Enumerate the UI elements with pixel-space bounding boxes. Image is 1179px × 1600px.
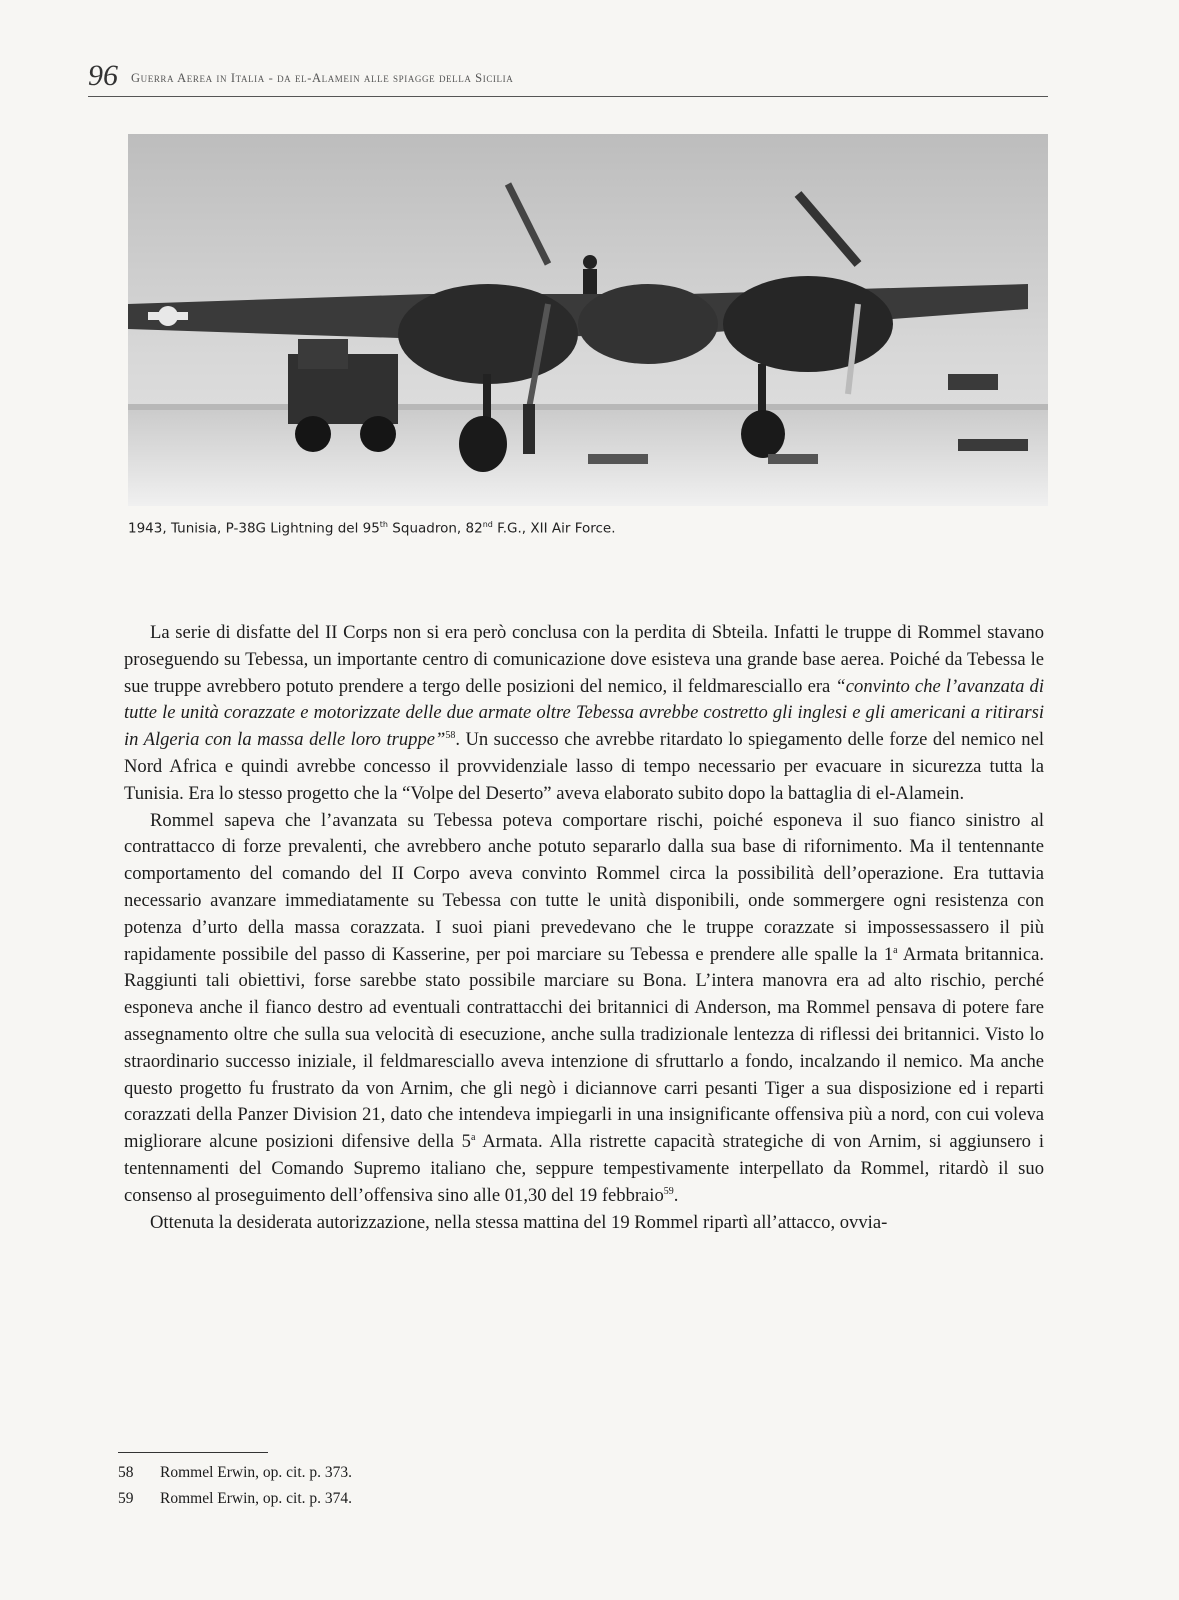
paragraph-2: [124, 808, 1044, 1210]
footnote-text: Rommel Erwin, op. cit. p. 373.: [160, 1464, 353, 1481]
footnote-item: [118, 1486, 718, 1512]
footnotes: [118, 1460, 718, 1512]
footnote-text: Rommel Erwin, op. cit. p. 374.: [160, 1490, 353, 1507]
p2-sup-b: a: [470, 1131, 476, 1143]
footnote-number: 58: [118, 1464, 134, 1481]
p2-sup-a: a: [893, 944, 898, 956]
paragraph-3: Ottenuta la desiderata autorizzazione, nella stessa mattina del 19 Rommel ripartì all’attacco, ovvia-: [150, 1211, 888, 1233]
paragraph-1: [124, 620, 1044, 808]
p2-text-a: Rommel sapeva che l’avanzata su Tebessa poteva comportare rischi, poiché esponeva il suo fianco sinistro al contrattacco di forze prevalenti, che avrebbero anche potuto separarlo dalla sua base di rifornimento. Ma il tentennante comportamento del comando del II Corpo aveva convinto Rommel circa la possibilità dell’operazione. Era tuttavia necessario avanzare immediatamente su Tebessa con tutte le unità disponibili, onde sommergere ogni resistenza con potenza d’urto della massa corazzata. I suoi piani prevedevano che le truppe corazzate si impossessassero il più rapidamente possibile del passo di Kasserine, per poi marciare su Tebessa e prendere alle spalle la 1: [124, 809, 1044, 965]
caption-sup-th: th: [379, 520, 389, 529]
p1-text-a: La serie di disfatte del II Corps non si era però conclusa con la perdita di Sbteila. Infatti le truppe di Rommel stavano proseguendo su Tebessa, un importante centro di comunicazione dove esisteva una grande base aerea. Poiché da Tebessa le sue truppe avrebbero potuto prendere a tergo delle posizioni del nemico, il feldmaresciallo era: [124, 622, 1044, 697]
p38-lightning-photo: [128, 134, 1048, 506]
footnote-ref-58: 58: [445, 730, 456, 741]
figure-caption: [128, 520, 1048, 537]
footnote-divider: [118, 1452, 268, 1453]
p2-text-c: Armata. Alla ristrette capacità strategiche di von Arnim, si aggiunsero i tentennamenti del Comando Supremo italiano che, seppure tempestivamente interpellato da Rommel, ritardò il suo consenso al proseguimento dell’offensiva sino alle 01,30 del 19 febbraio: [124, 1131, 1044, 1206]
running-title: Guerra Aerea in Italia - da el-Alamein alle spiagge della Sicilia: [131, 71, 514, 85]
footnote-ref-59: 59: [663, 1185, 674, 1197]
p1-quote: “convinto che l’avanzata di tutte le unità corazzate e motorizzate delle due armate oltre Tebessa avrebbe costretto gli inglesi e gli americani a ritirarsi in Algeria con la massa delle loro truppe”: [124, 675, 1044, 751]
caption-prefix: 1943, Tunisia, P-38G Lightning del 95: [128, 520, 380, 537]
caption-suffix: F.G., XII Air Force.: [492, 520, 616, 537]
p2-text-b: Armata britannica. Raggiunti tali obiettivi, forse sarebbe stato possibile marciare su Bona. L’intera manovra era ad alto rischio, perché esponeva anche il fianco destro ad eventuali contrattacchi dei britannici di Anderson, ma Rommel pensava di potere fare assegnamento oltre che sulla sua velocità di esecuzione, anche sulla tradizionale lentezza di riflessi dei britannici. Visto lo straordinario successo iniziale, il feldmaresciallo aveva intenzione di sfruttarlo a fondo, incalzando il nemico. Ma anche questo progetto fu frustrato da von Arnim, che gli negò i diciannove carri pesanti Tiger a sua disposizione ed i reparti corazzati della Panzer Division 21, dato che intendeva impiegarli in una insignificante offensiva più a nord, con cui voleva migliorare alcune posizioni difensive della 5: [124, 943, 1044, 1153]
body-text: [124, 620, 1044, 1236]
p2-text-d: .: [673, 1184, 679, 1206]
page-header: [88, 58, 1048, 97]
caption-sup-nd: nd: [482, 520, 493, 529]
footnote-number: 59: [118, 1490, 134, 1507]
p1-text-b: . Un successo che avrebbe ritardato lo spiegamento delle forze del nemico nel Nord Africa e quindi avrebbe concesso il provvidenziale lasso di tempo necessario per evacuare in sicurezza tutta la Tunisia. Era lo stesso progetto che la “Volpe del Deserto” aveva elaborato subito dopo la battaglia di el-Alamein.: [124, 729, 1044, 804]
footnote-item: [118, 1460, 718, 1486]
caption-middle: Squadron, 82: [388, 520, 483, 537]
page-number: 96: [88, 59, 118, 92]
